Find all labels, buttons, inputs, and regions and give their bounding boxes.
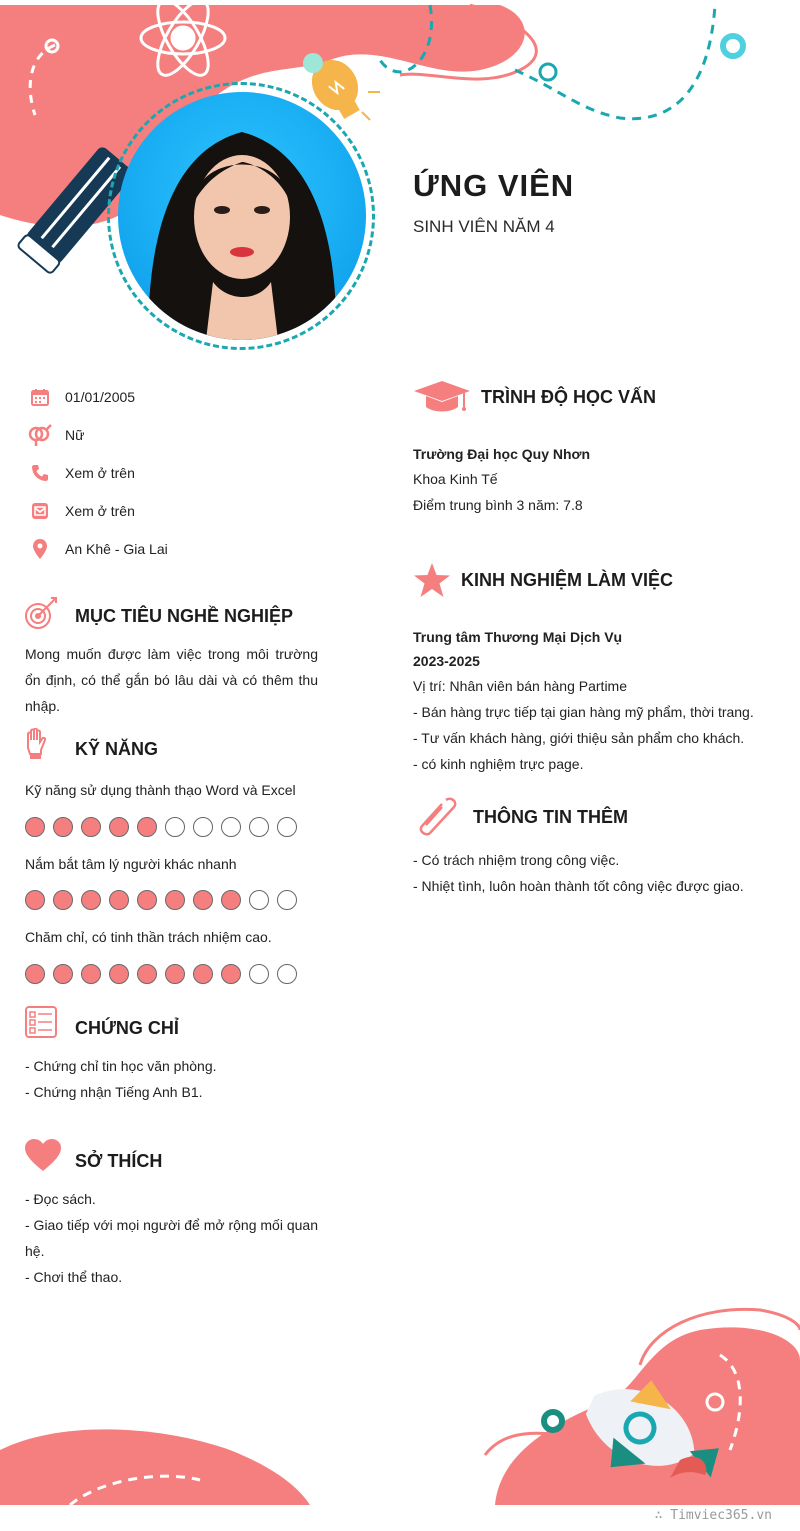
skill-rating (25, 817, 297, 837)
skill-dot-empty (165, 817, 185, 837)
certificate-line: - Chứng chỉ tin học văn phòng. (25, 1058, 217, 1074)
education-title: TRÌNH ĐỘ HỌC VẤN (481, 387, 656, 407)
contact-dob (28, 385, 135, 409)
skill-dot-filled (109, 890, 129, 910)
skill-dot-filled (193, 964, 213, 984)
skill-dot-filled (221, 890, 241, 910)
watermark: ∴ Timviec365.vn (654, 1508, 772, 1523)
skill-dot-empty (277, 964, 297, 984)
dob-text: 01/01/2005 (65, 389, 136, 405)
contact-email (28, 499, 135, 523)
bottom-decoration (0, 1300, 800, 1510)
contact-gender (28, 423, 84, 447)
checklist-icon (25, 1006, 57, 1043)
extra-title: THÔNG TIN THÊM (473, 807, 628, 827)
company-name: Trung tâm Thương Mại Dịch Vụ (413, 629, 623, 645)
skill-dot-empty (249, 817, 269, 837)
experience-line: Vị trí: Nhân viên bán hàng Partime (413, 678, 628, 694)
skill-dot-empty (221, 817, 241, 837)
paperclip-icon (416, 797, 458, 842)
extra-line: - Nhiệt tình, luôn hoàn thành tốt công việc được giao. (413, 878, 744, 894)
extra-line: - Có trách nhiệm trong công việc. (413, 852, 620, 868)
skill-dot-filled (81, 817, 101, 837)
phone-icon (28, 461, 52, 485)
skill-rating (25, 964, 297, 984)
contact-phone (28, 461, 135, 485)
skill-dot-filled (137, 964, 157, 984)
skill-dot-empty (193, 817, 213, 837)
skill-dot-filled (109, 964, 129, 984)
work-period: 2023-2025 (413, 653, 480, 669)
avatar-illustration (118, 92, 366, 340)
gender-text: Nữ (65, 427, 85, 443)
skill-dot-filled (109, 817, 129, 837)
hobby-line: - Giao tiếp với mọi người để mở rộng mối quan hệ. (25, 1217, 318, 1259)
location-pin-icon (28, 537, 52, 561)
skill-dot-filled (25, 890, 45, 910)
hand-icon (24, 728, 48, 765)
skill-label: Kỹ năng sử dụng thành thạo Word và Excel (25, 782, 296, 798)
star-icon (414, 563, 450, 602)
candidate-name: ỨNG VIÊN (413, 168, 575, 203)
calendar-icon (28, 385, 52, 409)
skill-dot-filled (81, 890, 101, 910)
gender-icon (28, 423, 52, 447)
graduation-cap-icon (414, 379, 470, 420)
certificate-line: - Chứng nhận Tiếng Anh B1. (25, 1084, 203, 1100)
school-name: Trường Đại học Quy Nhơn (413, 446, 591, 462)
avatar (118, 92, 366, 340)
skill-rating (25, 890, 297, 910)
hobbies-title: SỞ THÍCH (75, 1151, 163, 1171)
skill-dot-filled (53, 964, 73, 984)
skill-label: Chăm chỉ, có tinh thần trách nhiệm cao. (25, 929, 272, 945)
objective-text: Mong muốn được làm việc trong môi trường ổn định, có thể gắn bó lâu dài và có thêm thu nhập. (25, 646, 318, 714)
address-text: An Khê - Gia Lai (65, 541, 168, 557)
skill-dot-filled (137, 817, 157, 837)
skill-dot-filled (137, 890, 157, 910)
skill-dot-filled (221, 964, 241, 984)
experience-title: KINH NGHIỆM LÀM VIỆC (461, 570, 674, 590)
skill-dot-filled (25, 964, 45, 984)
candidate-role: SINH VIÊN NĂM 4 (413, 217, 555, 236)
skill-dot-filled (193, 890, 213, 910)
experience-line: - Tư vấn khách hàng, giới thiệu sản phẩm cho khách. (413, 730, 745, 746)
email-text: Xem ở trên (65, 503, 135, 519)
contact-address (28, 537, 168, 561)
skill-dot-filled (165, 890, 185, 910)
objective-title: MỤC TIÊU NGHỀ NGHIỆP (75, 606, 294, 626)
experience-line: - Bán hàng trực tiếp tại gian hàng mỹ phẩm, thời trang. (413, 704, 754, 720)
skill-dot-empty (249, 890, 269, 910)
skill-dot-filled (165, 964, 185, 984)
heart-icon (24, 1138, 62, 1177)
target-icon (24, 596, 58, 635)
hobby-line: - Đọc sách. (25, 1191, 96, 1207)
skill-dot-filled (81, 964, 101, 984)
certificates-title: CHỨNG CHỈ (75, 1018, 179, 1038)
gpa-text: Điểm trung bình 3 năm: 7.8 (413, 497, 583, 513)
skill-dot-filled (53, 890, 73, 910)
skills-title: KỸ NĂNG (75, 739, 159, 759)
hobby-line: - Chơi thể thao. (25, 1269, 123, 1285)
faculty-name: Khoa Kinh Tế (413, 471, 498, 487)
skill-dot-filled (25, 817, 45, 837)
experience-line: - có kinh nghiệm trực page. (413, 756, 584, 772)
skill-dot-empty (249, 964, 269, 984)
skill-label: Nắm bắt tâm lý người khác nhanh (25, 856, 237, 872)
skill-dot-empty (277, 817, 297, 837)
skill-dot-filled (53, 817, 73, 837)
mail-icon (28, 499, 52, 523)
skill-dot-empty (277, 890, 297, 910)
phone-text: Xem ở trên (65, 465, 135, 481)
